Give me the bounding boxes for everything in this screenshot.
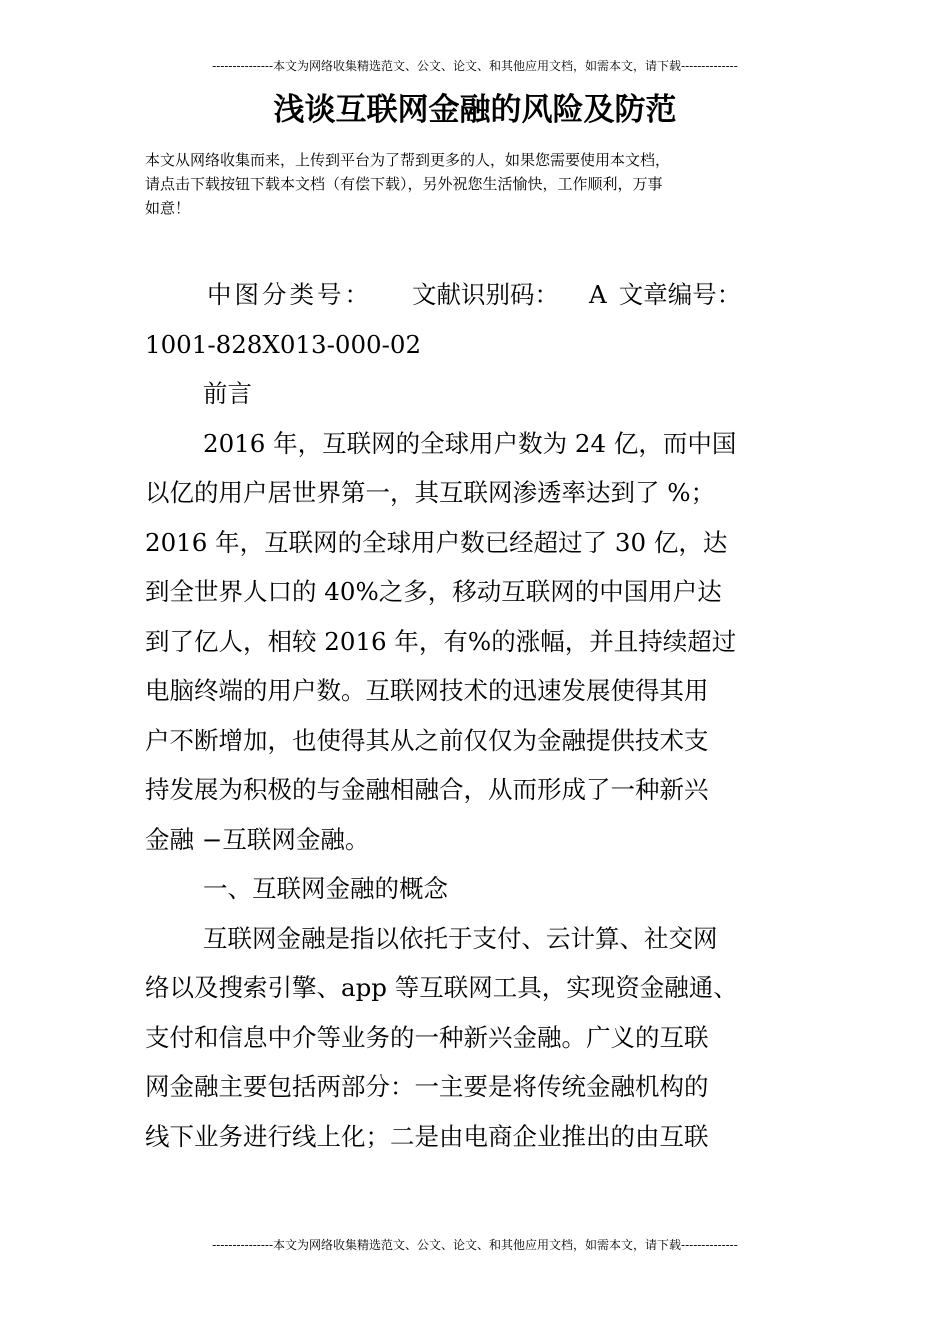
paragraph-line: 电脑终端的用户数。互联网技术的迅速发展使得其用 bbox=[145, 676, 709, 705]
paragraph-line: 支付和信息中介等业务的一种新兴金融。广义的互联 bbox=[145, 1022, 709, 1052]
intro-line: 如意！ bbox=[145, 199, 191, 217]
paragraph-line: 互联网金融是指以依托于支付、云计算、社交网 bbox=[203, 923, 718, 953]
section-heading: 一、互联网金融的概念 bbox=[203, 874, 448, 903]
paragraph-line: 以亿的用户居世界第一，其互联网渗透率达到了 %； bbox=[145, 478, 716, 507]
paragraph-line: 网金融主要包括两部分：一主要是将传统金融机构的 bbox=[145, 1072, 709, 1101]
header-banner: ---------------本文为网络收集精选范文、公文、论文、和其他应用文档，如需本文，请下载-------------- bbox=[212, 59, 738, 73]
paragraph-line: 金融 −互联网金融。 bbox=[145, 824, 370, 854]
doc-code-label: 文献识别码： bbox=[412, 280, 559, 309]
paragraph-line: 户不断增加，也使得其从之前仅仅为金融提供技术支 bbox=[145, 725, 709, 755]
intro-line: 本文从网络收集而来，上传到平台为了帮到更多的人，如果您需要使用本文档， bbox=[145, 151, 671, 169]
article-no-value: 1001-828X013-000-02 bbox=[145, 329, 422, 359]
preface-heading: 前言 bbox=[203, 379, 252, 408]
intro-note bbox=[145, 148, 807, 220]
classification-label: 中图分类号： bbox=[207, 280, 372, 309]
paragraph-line: 到了亿人，相较 2016 年，有%的涨幅，并且持续超过 bbox=[145, 626, 737, 656]
paragraph-line: 2016 年，互联网的全球用户数已经超过了 30 亿，达 bbox=[145, 527, 728, 557]
document-title: 浅谈互联网金融的风险及防范 bbox=[273, 92, 677, 128]
intro-line: 请点击下载按钮下载本文档（有偿下载），另外祝您生活愉快，工作顺利，万事 bbox=[145, 175, 663, 193]
paragraph-line: 络以及搜索引擎、app 等互联网工具，实现资金融通、 bbox=[145, 973, 738, 1002]
article-no-label: 文章编号： bbox=[618, 280, 742, 309]
document-body bbox=[145, 270, 807, 1161]
doc-code-value: A bbox=[589, 280, 607, 309]
paragraph-line: 2016 年，互联网的全球用户数为 24 亿，而中国 bbox=[203, 428, 737, 458]
paragraph-line: 持发展为积极的与金融相融合，从而形成了一种新兴 bbox=[145, 775, 709, 804]
paragraph-line: 到全世界人口的 40%之多，移动互联网的中国用户达 bbox=[145, 577, 722, 606]
meta-line bbox=[145, 270, 807, 320]
footer-banner: ---------------本文为网络收集精选范文、公文、论文、和其他应用文档，如需本文，请下载-------------- bbox=[212, 1238, 738, 1252]
paragraph-line: 线下业务进行线上化；二是由电商企业推出的由互联 bbox=[145, 1121, 709, 1151]
